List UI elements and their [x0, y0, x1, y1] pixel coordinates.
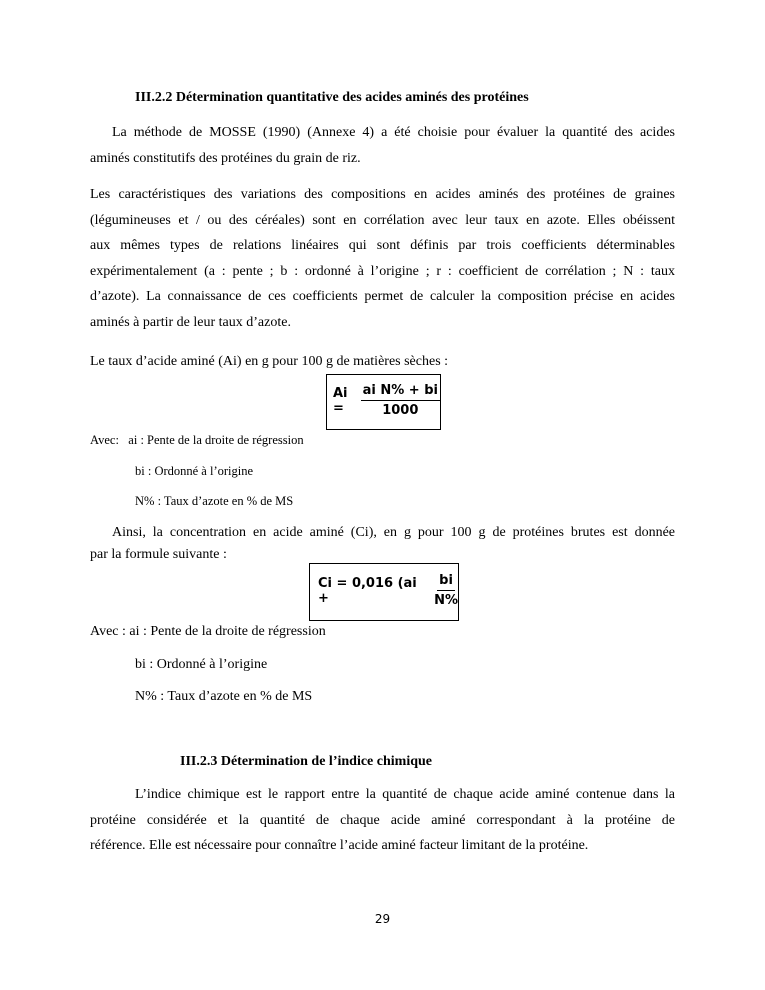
intro-paragraph: [90, 120, 675, 171]
intro-line-2: aminés constitutifs des protéines du grain de riz.: [90, 150, 361, 166]
paragraph-line: protéine considérée et la quantité de chaque acide aminé correspondant à la protéine de: [90, 812, 675, 828]
section-heading-222: III.2.2 Détermination quantitative des acides aminés des protéines: [135, 90, 529, 105]
legend1-n: N% : Taux d’azote en % de MS: [135, 494, 294, 508]
formula-ci-fraction: [434, 573, 458, 608]
formula-ci-lhs: Ci = 0,016 (ai +: [318, 575, 417, 606]
ci-line-2: par la formule suivante :: [90, 547, 227, 562]
formula-ai: [333, 383, 440, 418]
legend1-ai-text: ai : Pente de la droite de régression: [128, 433, 304, 447]
indice-paragraph: [90, 782, 675, 859]
page-number: 29: [374, 912, 391, 926]
legend2-n: N% : Taux d’azote en % de MS: [135, 689, 313, 704]
section-heading-223: III.2.3 Détermination de l’indice chimique: [180, 754, 432, 769]
formula-ai-lhs: Ai =: [333, 385, 348, 416]
formula-ci-box: [309, 563, 459, 621]
ai-intro-text: Le taux d’acide aminé (Ai) en g pour 100 g de matières sèches :: [90, 354, 449, 369]
formula-ci: [318, 573, 458, 608]
formula-ci-numerator: bi: [437, 573, 455, 591]
legend2-ai: Avec : ai : Pente de la droite de régression: [90, 624, 326, 639]
paragraph-line: (légumineuses et / ou des céréales) sont en corrélation avec leur taux en azote. Elles obéissent: [90, 212, 675, 228]
formula-ai-fraction: [361, 383, 440, 418]
formula-ai-box: [326, 374, 441, 430]
paragraph-line: d’azote). La connaissance de ces coefficients permet de calculer la composition précise en acides: [90, 289, 675, 305]
intro-line-1: La méthode de MOSSE (1990) (Annexe 4) a été choisie pour évaluer la quantité des acides: [112, 125, 675, 140]
formula-ci-denominator: N%: [434, 593, 458, 608]
ci-line-1: Ainsi, la concentration en acide aminé (Ci), en g pour 100 g de protéines brutes est donnée: [112, 525, 675, 540]
formula-ai-numerator: ai N% + bi: [361, 383, 440, 401]
paragraph-line: Les caractéristiques des variations des compositions en acides aminés des protéines de graines: [90, 187, 675, 202]
legend2-bi: bi : Ordonné à l’origine: [135, 657, 268, 672]
paragraph-line: L’indice chimique est le rapport entre la quantité de chaque acide aminé contenue dans la: [135, 787, 675, 802]
paragraph-line: aminés à partir de leur taux d’azote.: [90, 314, 291, 330]
paragraph-line: référence. Elle est nécessaire pour connaître l’acide aminé facteur limitant de la protéine.: [90, 838, 589, 854]
legend1-bi: bi : Ordonné à l’origine: [135, 464, 254, 478]
paragraph-line: aux mêmes types de relations linéaires qui sont définis par trois coefficients déterminables: [90, 238, 675, 254]
legend1-prefix: Avec:: [90, 433, 119, 447]
legend1-ai: [90, 433, 304, 448]
paragraph-line: expérimentalement (a : pente ; b : ordonné à l’origine ; r : coefficient de corrélation ; N : taux: [90, 263, 675, 279]
formula-ai-denominator: 1000: [382, 403, 419, 418]
characteristics-paragraph: [90, 182, 675, 336]
ci-paragraph: [90, 522, 675, 566]
